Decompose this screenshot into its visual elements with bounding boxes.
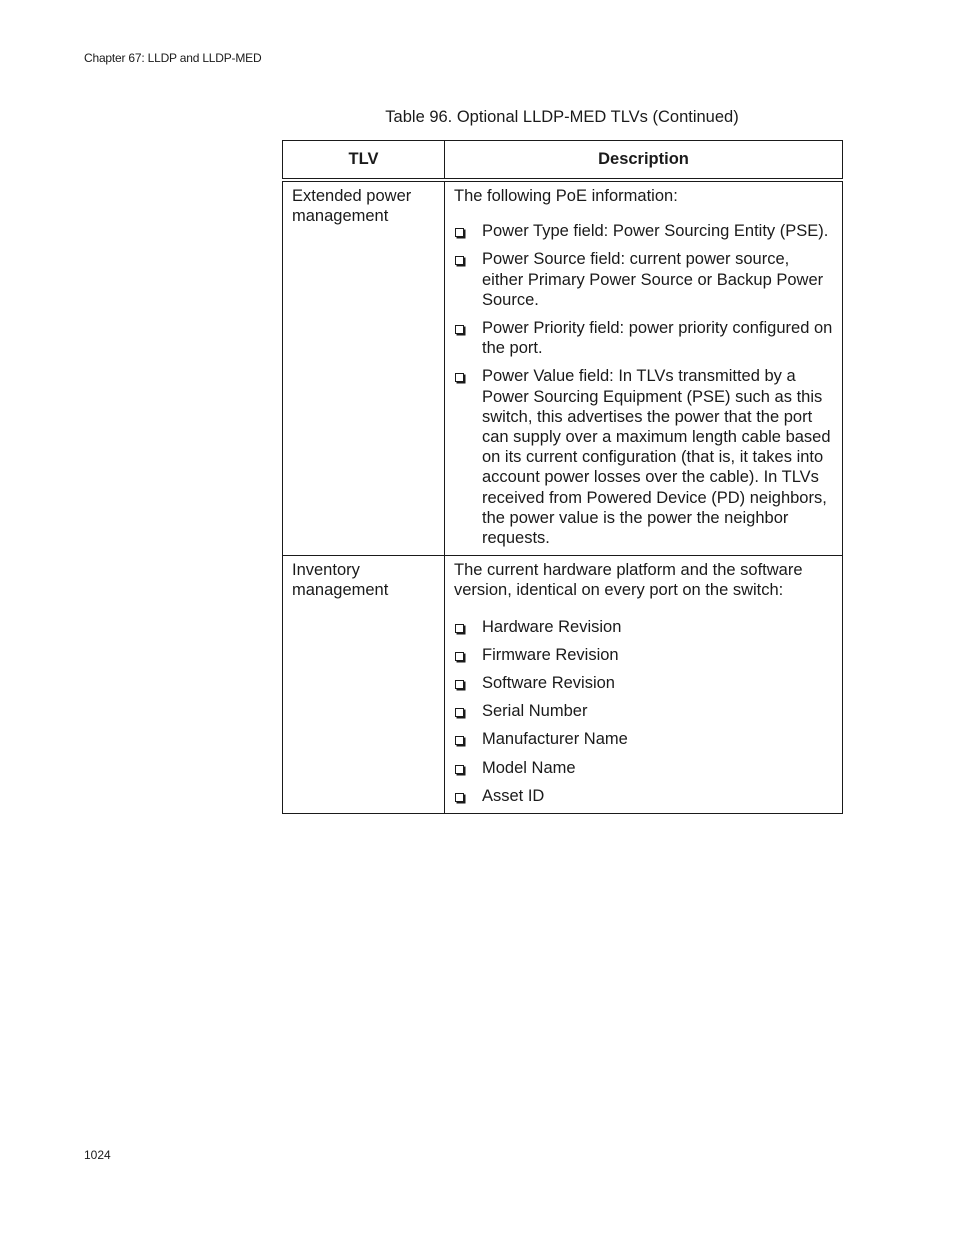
list-item-text: Firmware Revision	[482, 645, 619, 664]
list-item	[454, 645, 834, 665]
description-intro: The current hardware platform and the software version, identical on every port on the switch:	[454, 561, 803, 600]
checkbox-bullet-icon	[455, 793, 464, 802]
list-item-text: Model Name	[482, 758, 576, 777]
page-number: 1024	[84, 1148, 111, 1162]
table-row	[283, 556, 843, 814]
list-item-text: Serial Number	[482, 702, 588, 721]
description-cell	[445, 556, 843, 814]
column-header-tlv: TLV	[283, 141, 445, 181]
checkbox-bullet-icon	[455, 228, 464, 237]
list-item	[454, 366, 834, 548]
checkbox-bullet-icon	[455, 736, 464, 745]
list-item-text: Power Source field: current power source, either Primary Power Source or Backup Power Source.	[482, 250, 824, 309]
list-item	[454, 617, 834, 637]
list-item-text: Hardware Revision	[482, 617, 622, 636]
table-caption: Table 96. Optional LLDP-MED TLVs (Continued)	[385, 108, 739, 126]
list-item-text: Manufacturer Name	[482, 730, 628, 749]
tlv-cell: Inventory management	[283, 556, 445, 814]
list-item	[454, 221, 834, 241]
column-header-description: Description	[445, 141, 843, 181]
list-item	[454, 249, 834, 310]
checkbox-bullet-icon	[455, 708, 464, 717]
bullet-list	[454, 617, 834, 806]
tlv-cell: Extended power management	[283, 180, 445, 556]
checkbox-bullet-icon	[455, 765, 464, 774]
checkbox-bullet-icon	[455, 373, 464, 382]
table-row	[283, 180, 843, 556]
running-header: Chapter 67: LLDP and LLDP-MED	[84, 51, 262, 65]
description-intro: The following PoE information:	[454, 187, 678, 205]
checkbox-bullet-icon	[455, 652, 464, 661]
list-item-text: Power Priority field: power priority configured on the port.	[482, 319, 833, 358]
list-item	[454, 758, 834, 778]
tlv-table	[282, 140, 843, 814]
checkbox-bullet-icon	[455, 624, 464, 633]
table-header-row	[283, 141, 843, 181]
list-item	[454, 318, 834, 358]
list-item-text: Software Revision	[482, 674, 615, 693]
checkbox-bullet-icon	[455, 680, 464, 689]
list-item	[454, 701, 834, 721]
list-item	[454, 673, 834, 693]
list-item-text: Asset ID	[482, 786, 545, 805]
checkbox-bullet-icon	[455, 325, 464, 334]
list-item	[454, 786, 834, 806]
checkbox-bullet-icon	[455, 256, 464, 265]
description-cell	[445, 180, 843, 556]
list-item-text: Power Type field: Power Sourcing Entity (PSE).	[482, 222, 829, 241]
list-item	[454, 729, 834, 749]
list-item-text: Power Value field: In TLVs transmitted by a Power Sourcing Equipment (PSE) such as this switch, this advertises the power that the port can supply over a maximum length cable based on its current configuration (that is, it takes into account power losses over the cable). In TLVs received from Powered Device (PD) neighbors, the power value is the power the neighbor requests.	[482, 367, 831, 548]
bullet-list	[454, 221, 834, 548]
